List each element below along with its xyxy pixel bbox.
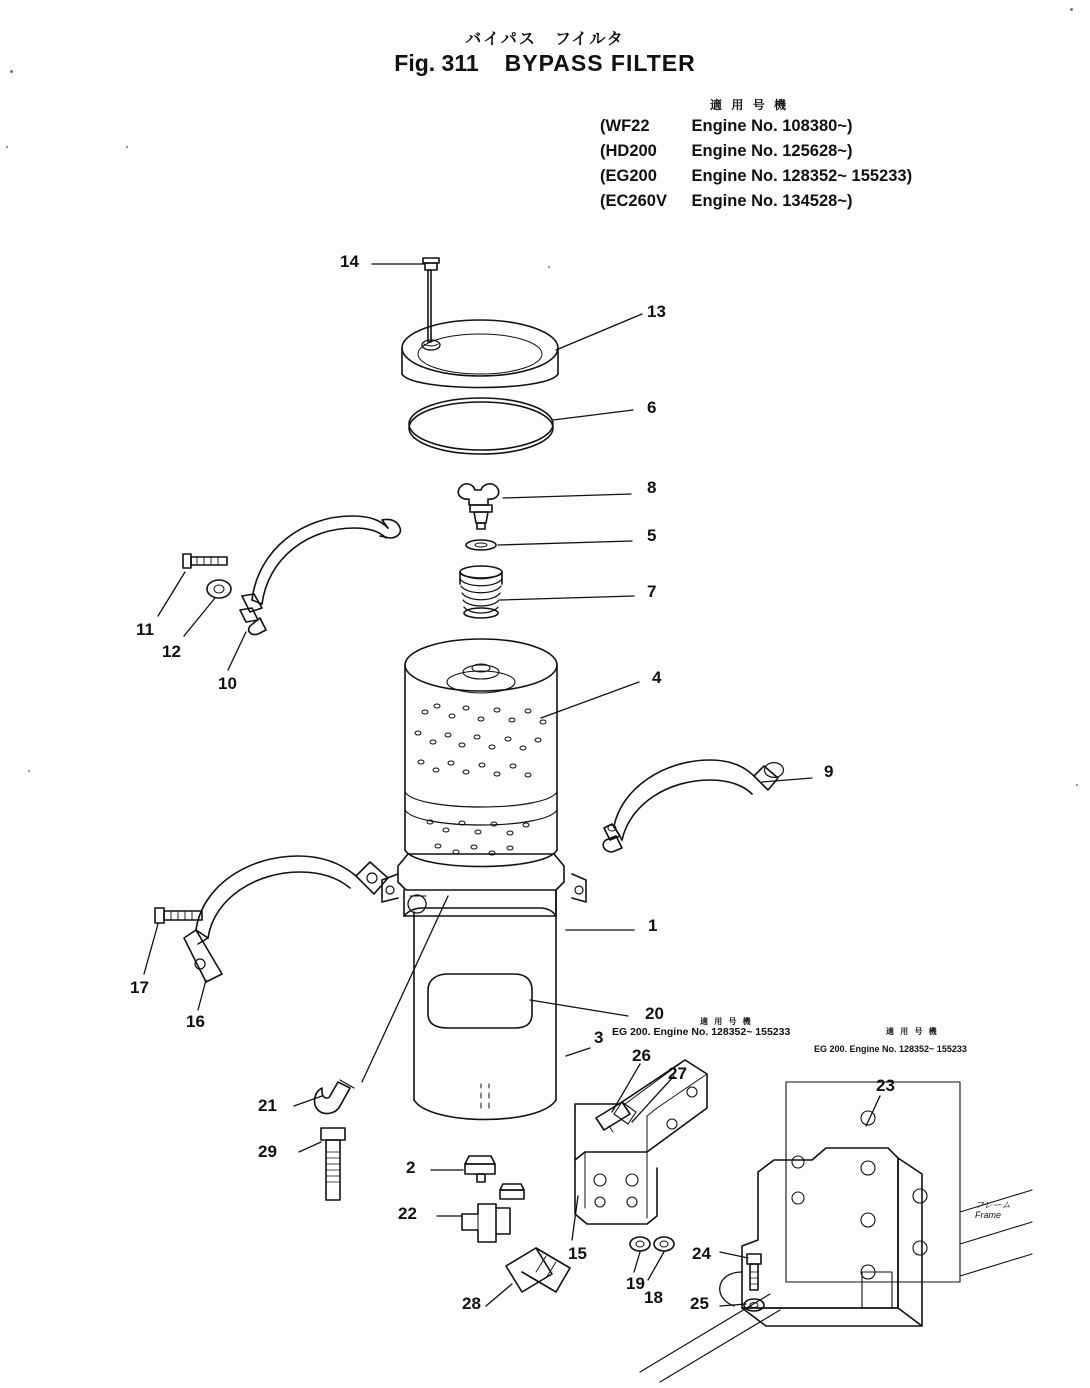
callout-11: 11 [136,620,154,639]
part-28-connector [506,1248,570,1292]
callout-23: 23 [876,1076,895,1095]
part-24-bolt [747,1254,761,1290]
engine-no-3: Engine No. 134528~ [691,192,847,210]
callout-14: 14 [340,252,359,271]
callout-9: 9 [824,762,834,781]
callout-3: 3 [594,1028,604,1047]
callout-4: 4 [652,668,662,687]
callout-6: 6 [647,398,657,417]
part-19-18-washers [630,1237,674,1251]
paren-close-3: ) [846,192,853,210]
part-4-element [405,639,557,867]
model-3: EC260V [605,192,667,210]
callout-21: 21 [258,1096,277,1115]
part-20-nameplate [428,974,532,1028]
paren-open-3: ( [600,192,606,210]
application-heading: 適 用 号 機 [710,98,790,112]
engine-no-1: Engine No. 125628~ [691,142,847,160]
part-1-filter-body [382,854,586,1120]
part-22-elbow [462,1204,510,1242]
callout-20: 20 [645,1004,664,1023]
callout-17: 17 [130,978,149,997]
scan-speck-2 [6,146,8,148]
paren-open-0: ( [600,117,606,135]
callout-18: 18 [644,1288,663,1307]
engine-no-0: Engine No. 108380~ [691,117,847,135]
part-29-stud [321,1128,345,1200]
callout-26: 26 [632,1046,651,1065]
paren-close-2: ) [906,167,913,185]
group3-kana-heading: 適 用 号 機 [700,1017,753,1026]
part-16-clamp-band [184,856,388,982]
scan-speck-3 [28,770,30,772]
figure-title-text: BYPASS FILTER [504,50,696,76]
model-1: HD200 [605,142,657,160]
part-6-oring [409,398,553,454]
callout-8: 8 [647,478,657,497]
callout-10: 10 [218,674,237,693]
group3-note: EG 200. Engine No. 128352~ 155233 [612,1026,791,1038]
figure-number: Fig. 311 [394,50,479,76]
part-13-cover [402,320,558,388]
callout-13: 13 [647,302,666,321]
callout-27: 27 [668,1064,687,1083]
kana-title: バイパス フイルタ [465,31,625,48]
scan-speck-1 [10,70,13,73]
part-9-clamp-band [603,760,783,852]
scan-speck-7 [126,146,128,148]
frame-label [975,1200,1011,1220]
callout-5: 5 [647,526,657,545]
engine-no-2: Engine No. 128352~ 155233 [691,167,907,185]
callout-1: 1 [648,916,658,935]
part-17-bolt [155,908,202,923]
part-11-bolt [183,554,227,568]
model-0: WF22 [605,117,650,135]
scan-speck-4 [1070,8,1073,11]
part-26-27-bolts [596,1102,636,1132]
part-25-washer [744,1299,764,1311]
callout-22: 22 [398,1204,417,1223]
group3-kana-suffix: 適 用 号 機 [886,1027,939,1036]
callout-2: 2 [406,1158,416,1177]
part-15-bracket [575,1060,707,1224]
part-10-clamp-band [240,516,400,635]
callout-15: 15 [568,1244,587,1263]
frame-box-note: EG 200. Engine No. 128352~ 155233 [814,1044,967,1054]
callout-7: 7 [647,582,657,601]
part-12-washer [207,580,231,598]
callout-19: 19 [626,1274,645,1293]
paren-close-1: ) [846,142,853,160]
part-2-nut [465,1084,495,1182]
scan-speck-6 [548,266,550,268]
callout-25: 25 [690,1294,709,1313]
part-7-spring [460,566,502,618]
leader-lines [144,264,880,1306]
part-8-wing-nut [458,484,499,529]
part-14-bolt [423,258,439,342]
callout-12: 12 [162,642,181,661]
frame-box [786,1068,960,1282]
paren-close-0: ) [846,117,853,135]
paren-open-1: ( [600,142,606,160]
scan-speck-5 [1076,784,1078,786]
frame-label-kana: フレーム [975,1200,1011,1210]
callout-24: 24 [692,1244,711,1263]
paren-open-2: ( [600,167,606,185]
part-19b-nut [500,1184,524,1199]
callout-16: 16 [186,1012,205,1031]
callout-28: 28 [462,1294,481,1313]
part-5-washer [466,540,496,550]
model-2: EG200 [605,167,657,185]
frame-label-text: Frame [975,1210,1002,1220]
callout-29: 29 [258,1142,277,1161]
